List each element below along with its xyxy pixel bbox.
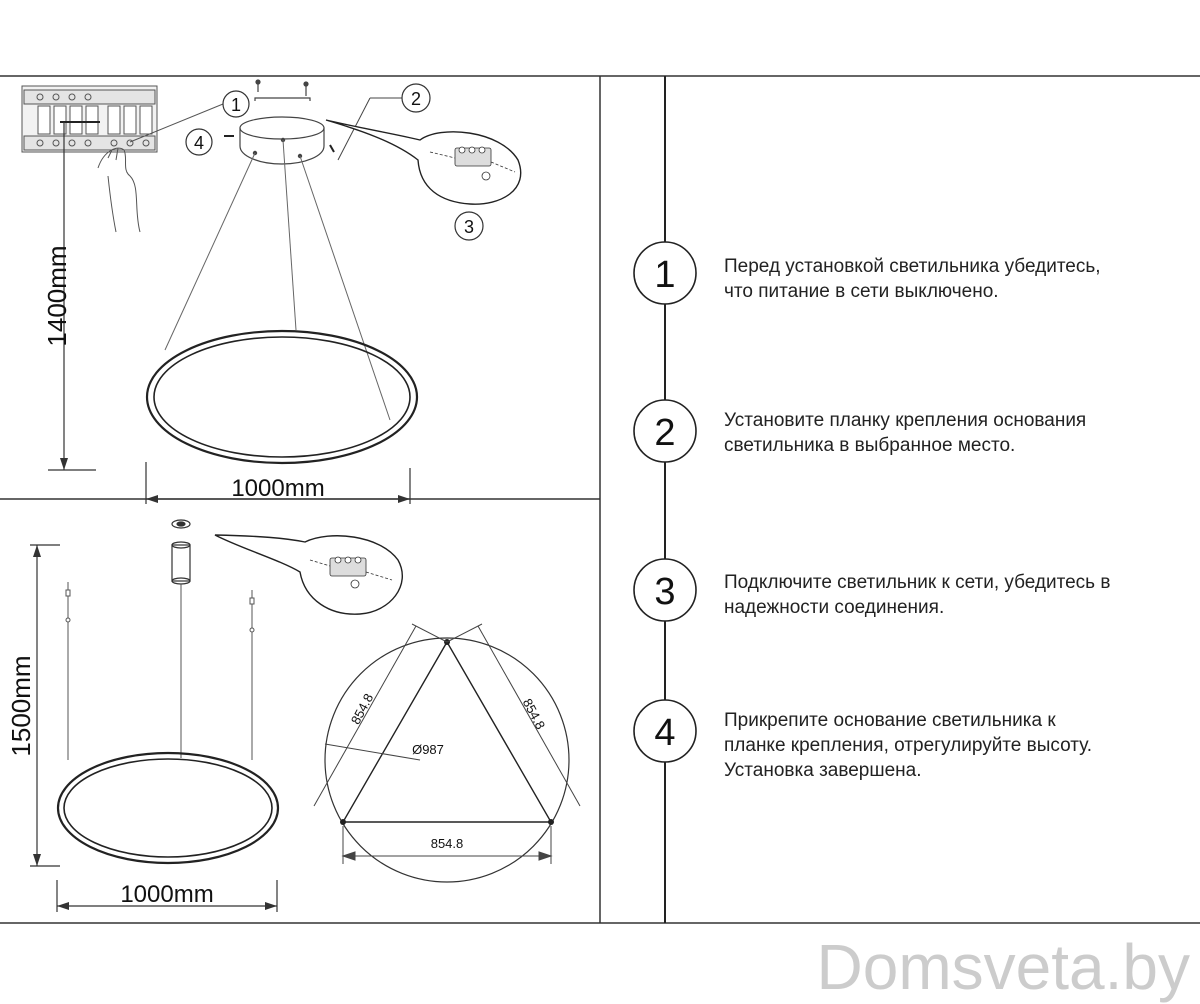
step-1-text: Перед установкой светильника убедитесь, что питание в сети выключено. bbox=[724, 256, 1101, 302]
svg-text:1: 1 bbox=[230, 95, 242, 115]
svg-text:3: 3 bbox=[654, 571, 676, 613]
watermark: Domsveta.by bbox=[816, 931, 1190, 1003]
svg-text:4: 4 bbox=[654, 712, 676, 754]
svg-text:4: 4 bbox=[193, 133, 205, 153]
width-label-bottom: 1000mm bbox=[120, 881, 214, 908]
triangle-side-bottom-label: 854.8 bbox=[430, 836, 464, 851]
svg-text:1: 1 bbox=[654, 254, 676, 296]
height-label-bottom: 1500mm bbox=[6, 655, 36, 757]
triangle-side-left-label: 854.8 bbox=[347, 690, 377, 727]
diameter-label: Ø987 bbox=[412, 742, 444, 757]
width-label-top: 1000mm bbox=[231, 475, 325, 502]
step-4-text: Прикрепите основание светильника к планке крепления, отрегулируйте высоту. Установка завершена. bbox=[724, 710, 1093, 781]
step-3-text: Подключите светильник к сети, убедитесь в надежности соединения. bbox=[724, 572, 1111, 618]
svg-text:2: 2 bbox=[410, 89, 422, 109]
svg-text:3: 3 bbox=[463, 217, 475, 237]
height-label: 1400mm bbox=[42, 245, 72, 347]
svg-text:2: 2 bbox=[654, 412, 676, 454]
step-2-text: Установите планку крепления основания светильника в выбранное место. bbox=[724, 410, 1087, 456]
triangle-side-right-label: 854.8 bbox=[519, 695, 549, 732]
